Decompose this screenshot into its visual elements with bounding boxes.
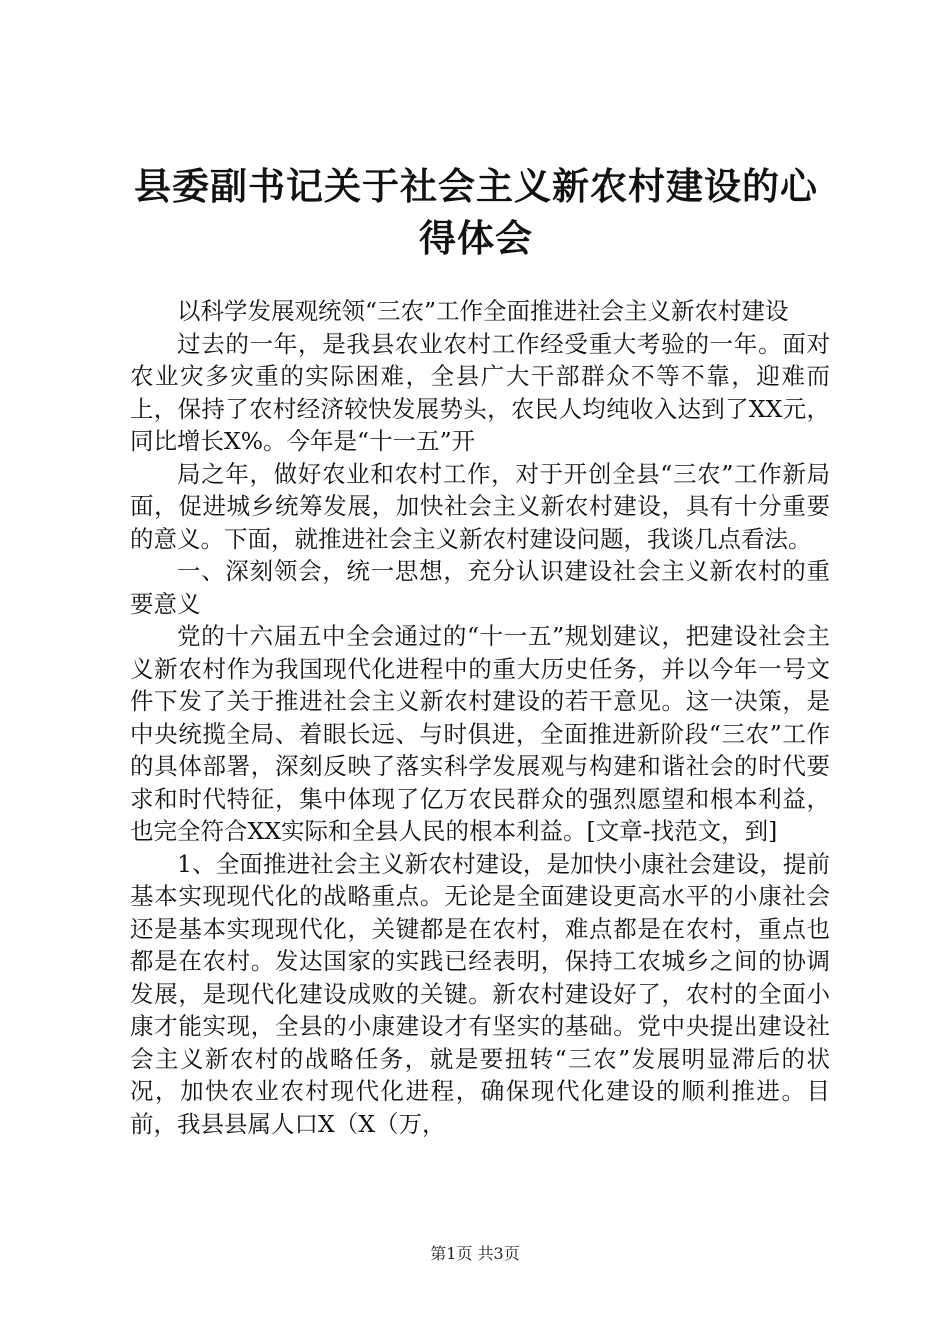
- document-body: [130, 295, 830, 1140]
- page-footer: 第1页 共3页: [430, 1244, 520, 1263]
- paragraph: 局之年，做好农业和农村工作，对于开创全县“三农”工作新局面，促进城乡统筹发展，加快社会主义新农村建设，具有十分重要的意义。下面，就推进社会主义新农村建设问题，我谈几点看法。: [130, 459, 830, 553]
- paragraph-subtitle: 以科学发展观统领“三农”工作全面推进社会主义新农村建设: [177, 297, 789, 325]
- paragraph: 1、全面推进社会主义新农村建设，是加快小康社会建设，提前基本实现现代化的战略重点。无论是全面建设更高水平的小康社会还是基本实现现代化，关键都是在农村，难点都是在农村，重点也都是在农村。发达国家的实践已经表明，保持工农城乡之间的协调发展，是现代化建设成败的关键。新农村建设好了，农村的全面小康才能实现，全县的小康建设才有坚实的基础。党中央提出建设社会主义新农村的战略任务，就是要扭转“三农”发展明显滞后的状况，加快农业农村现代化进程，确保现代化建设的顺利推进。目前，我县县属人口X（X（万，: [130, 849, 830, 1138]
- document-title: 县委副书记关于社会主义新农村建设的心得体会: [134, 164, 818, 260]
- paragraph: 过去的一年，是我县农业农村工作经受重大考验的一年。面对农业灾多灾重的实际困难，全县广大干部群众不等不靠，迎难而上，保持了农村经济较快发展势头，农民人均纯收入达到了XX元，同比增长X%。今年是“十一五”开: [130, 329, 830, 455]
- paragraph: 党的十六届五中全会通过的“十一五”规划建议，把建设社会主义新农村作为我国现代化进程中的重大历史任务，并以今年一号文件下发了关于推进社会主义新农村建设的若干意见。这一决策，是中央统揽全局、着眼长远、与时俱进，全面推进新阶段“三农”工作的具体部署，深刻反映了落实科学发展观与构建和谐社会的时代要求和时代特征，集中体现了亿万农民群众的强烈愿望和根本利益，也完全符合XX实际和全县人民的根本利益。[文章-找范文，到]: [130, 622, 830, 845]
- section-heading: 一、深刻领会，统一思想，充分认识建设社会主义新农村的重要意义: [130, 557, 830, 618]
